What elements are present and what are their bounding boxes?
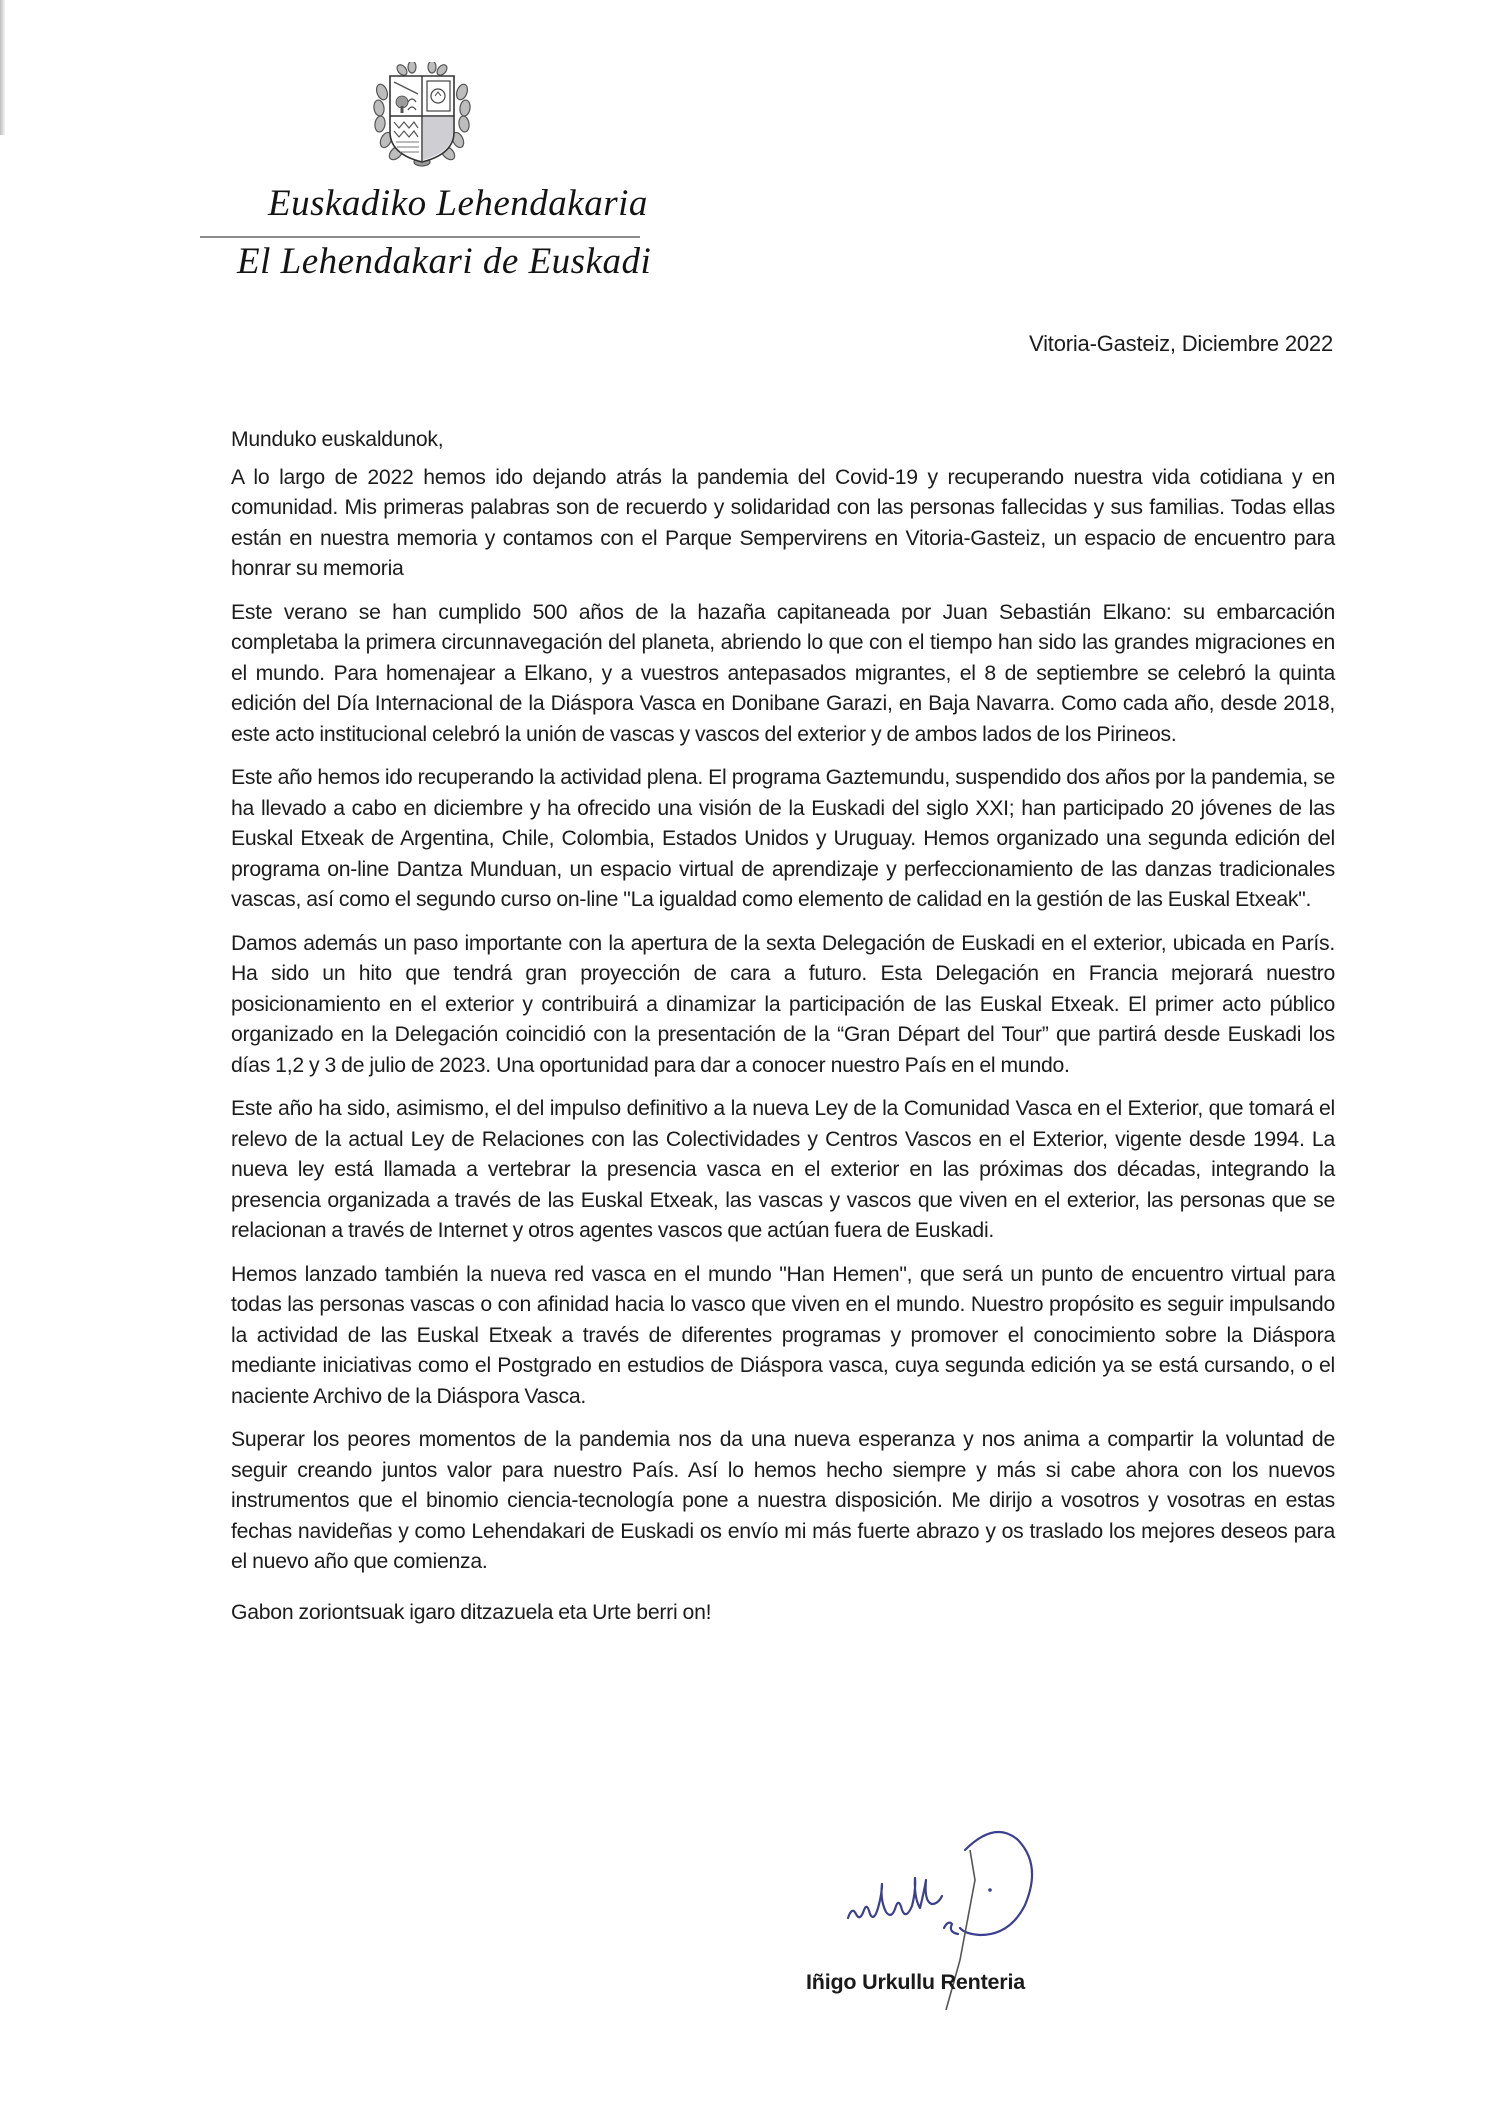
basque-coat-of-arms-icon bbox=[372, 62, 472, 170]
signer-name: Iñigo Urkullu Renteria bbox=[806, 1970, 1025, 1994]
greeting: Munduko euskaldunok, bbox=[231, 428, 444, 451]
letterhead-divider bbox=[200, 236, 640, 238]
paragraph-new-law: Este año ha sido, asimismo, el del impulso definitivo a la nueva Ley de la Comunidad Vasca en el Exterior, que tomará el relevo de la actual Ley de Relaciones con las Colectividades y Centros Vascos en el Exterior, vigente desde 1994. La nueva ley está llamada a vertebrar la presencia vasca en el exterior en las próximas dos décadas, integrando la presencia organizada a través de las Euskal Etxeak, las vascas y vascos que viven en el exterior, las personas que se relacionan a través de Internet y otros agentes vascos que actúan fuera de Euskadi. bbox=[231, 1097, 1335, 1242]
paragraph-han-hemen-network: Hemos lanzado también la nueva red vasca en el mundo "Han Hemen", que será un punto de encuentro virtual para todas las personas vascas o con afinidad hacia lo vasco que viven en el mundo. Nuestro propósito es seguir impulsando la actividad de las Euskal Etxeak a través de diferentes programas y promover el conocimiento sobre la Diáspora mediante iniciativas como el Postgrado en estudios de Diáspora vasca, cuya segunda edición ya se está cursando, o el naciente Archivo de la Diáspora Vasca. bbox=[231, 1262, 1335, 1408]
letter-body bbox=[231, 425, 1335, 1628]
paragraph-season-wishes: Superar los peores momentos de la pandemia nos da una nueva esperanza y nos anima a compartir la voluntad de seguir creando juntos valor para nuestro País. Así lo hemos hecho siempre y más si cabe ahora con los nuevos instrumentos que el binomio ciencia-tecnología pone a nuestra disposición. Me dirijo a vosotros y vosotras en estas fechas navideñas y como Lehendakari de Euskadi os envío mi más fuerte abrazo y os traslado los mejores deseos para el nuevo año que comienza. bbox=[231, 1428, 1335, 1573]
paragraph-covid-remembrance: A lo largo de 2022 hemos ido dejando atrás la pandemia del Covid-19 y recuperando nuestra vida cotidiana y en comunidad. Mis primeras palabras son de recuerdo y solidaridad con las personas fallecidas y sus familias. Todas ellas están en nuestra memoria y contamos con el Parque Sempervirens en Vitoria-Gasteiz, un espacio de encuentro para honrar su memoria bbox=[231, 465, 1335, 580]
paragraph-elkano-diaspora-day: Este verano se han cumplido 500 años de la hazaña capitaneada por Juan Sebastián Elkano: su embarcación completaba la primera circunnavegación del planeta, abriendo lo que con el tiempo han sido las grandes migraciones en el mundo. Para homenajear a Elkano, y a vuestros antepasados migrantes, el 8 de septiembre se celebró la quinta edición del Día Internacional de la Diáspora Vasca en Donibane Garazi, en Baja Navarra. Como cada año, desde 2018, este acto institucional celebró la unión de vascas y vascos del exterior y de ambos lados de los Pirineos. bbox=[231, 600, 1335, 746]
letterhead-title-spanish: El Lehendakari de Euskadi bbox=[237, 241, 652, 282]
paragraph-paris-delegation: Damos además un paso importante con la apertura de la sexta Delegación de Euskadi en el exterior, ubicada en París. Ha sido un hito que tendrá gran proyección de cara a futuro. Esta Delegación en Francia mejorará nuestro posicionamiento en el exterior y contribuirá a dinamizar la participación de las Euskal Etxeak. El primer acto público organizado en la Delegación coincidió con la presentación de la “Gran Départ del Tour” que partirá desde Euskadi los días 1,2 y 3 de julio de 2023. Una oportunidad para dar a conocer nuestro País en el mundo. bbox=[231, 931, 1335, 1077]
paragraph-gaztemundu-programs: Este año hemos ido recuperando la actividad plena. El programa Gaztemundu, suspendido dos años por la pandemia, se ha llevado a cabo en diciembre y ha ofrecido una visión de la Euskadi del siglo XXI; han participado 20 jóvenes de las Euskal Etxeak de Argentina, Chile, Colombia, Estados Unidos y Uruguay. Hemos organizado una segunda edición del programa on-line Dantza Munduan, un espacio virtual de aprendizaje y perfeccionamiento de las danzas tradicionales vascas, así como el segundo curso on-line "La igualdad como elemento de calidad en la gestión de las Euskal Etxeak". bbox=[231, 766, 1335, 911]
closing-line: Gabon zoriontsuak igaro ditzazuela eta Urte berri on! bbox=[231, 1600, 712, 1624]
letterhead-title-basque: Euskadiko Lehendakaria bbox=[268, 183, 648, 224]
scan-edge-shadow bbox=[0, 0, 5, 135]
place-and-date: Vitoria-Gasteiz, Diciembre 2022 bbox=[1029, 331, 1333, 356]
